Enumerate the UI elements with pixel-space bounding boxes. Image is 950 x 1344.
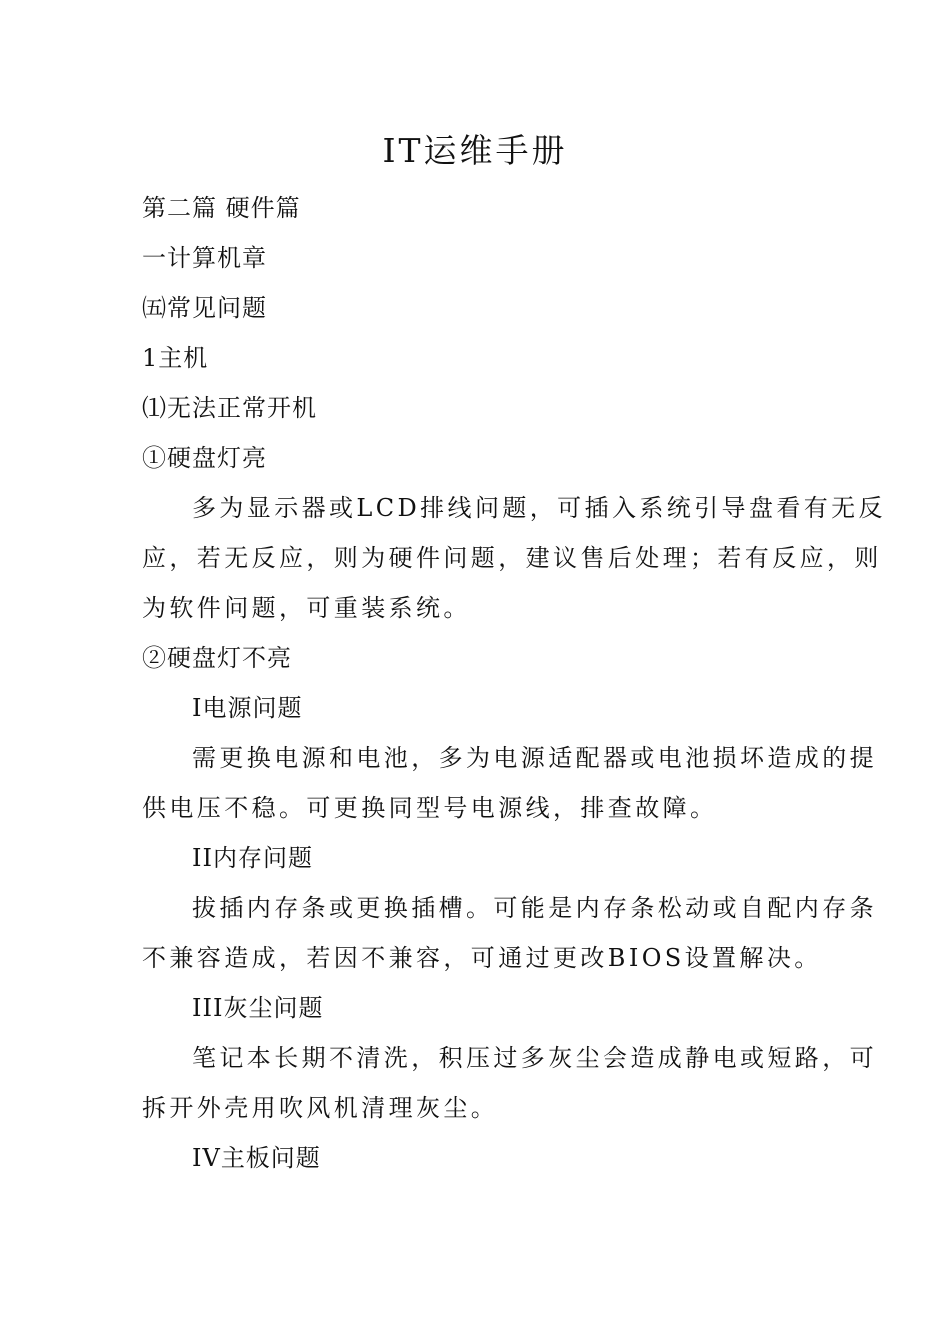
cause-heading: IV主板问题: [192, 1144, 321, 1172]
issue-heading: ⑴无法正常开机: [142, 394, 317, 422]
part-heading: 第二篇 硬件篇: [142, 194, 301, 222]
paragraph-line: 多为显示器或LCD排线问题，可插入系统引导盘看有无反: [192, 494, 886, 522]
paragraph-line: 应，若无反应，则为硬件问题，建议售后处理；若有反应，则: [142, 544, 882, 572]
paragraph-line: 笔记本长期不清洗，积压过多灰尘会造成静电或短路，可: [192, 1044, 877, 1072]
subsection-heading: 1主机: [142, 344, 209, 372]
cause-heading: II内存问题: [192, 844, 313, 872]
paragraph-line: 供电压不稳。可更换同型号电源线，排查故障。: [142, 794, 718, 822]
chapter-heading: 一计算机章: [142, 244, 267, 272]
paragraph-line: 需更换电源和电池，多为电源适配器或电池损坏造成的提: [192, 744, 877, 772]
cause-heading: I电源问题: [192, 694, 303, 722]
paragraph-line: 不兼容造成，若因不兼容，可通过更改BIOS设置解决。: [142, 944, 822, 972]
paragraph-line: 拆开外壳用吹风机清理灰尘。: [142, 1094, 499, 1122]
paragraph-line: 拔插内存条或更换插槽。可能是内存条松动或自配内存条: [192, 894, 877, 922]
section-heading: ㈤常见问题: [142, 294, 267, 322]
paragraph-line: 为软件问题，可重装系统。: [142, 594, 471, 622]
case-heading: ①硬盘灯亮: [142, 444, 267, 472]
document-title: IT运维手册: [382, 131, 568, 170]
cause-heading: III灰尘问题: [192, 994, 324, 1022]
case-heading: ②硬盘灯不亮: [142, 644, 292, 672]
